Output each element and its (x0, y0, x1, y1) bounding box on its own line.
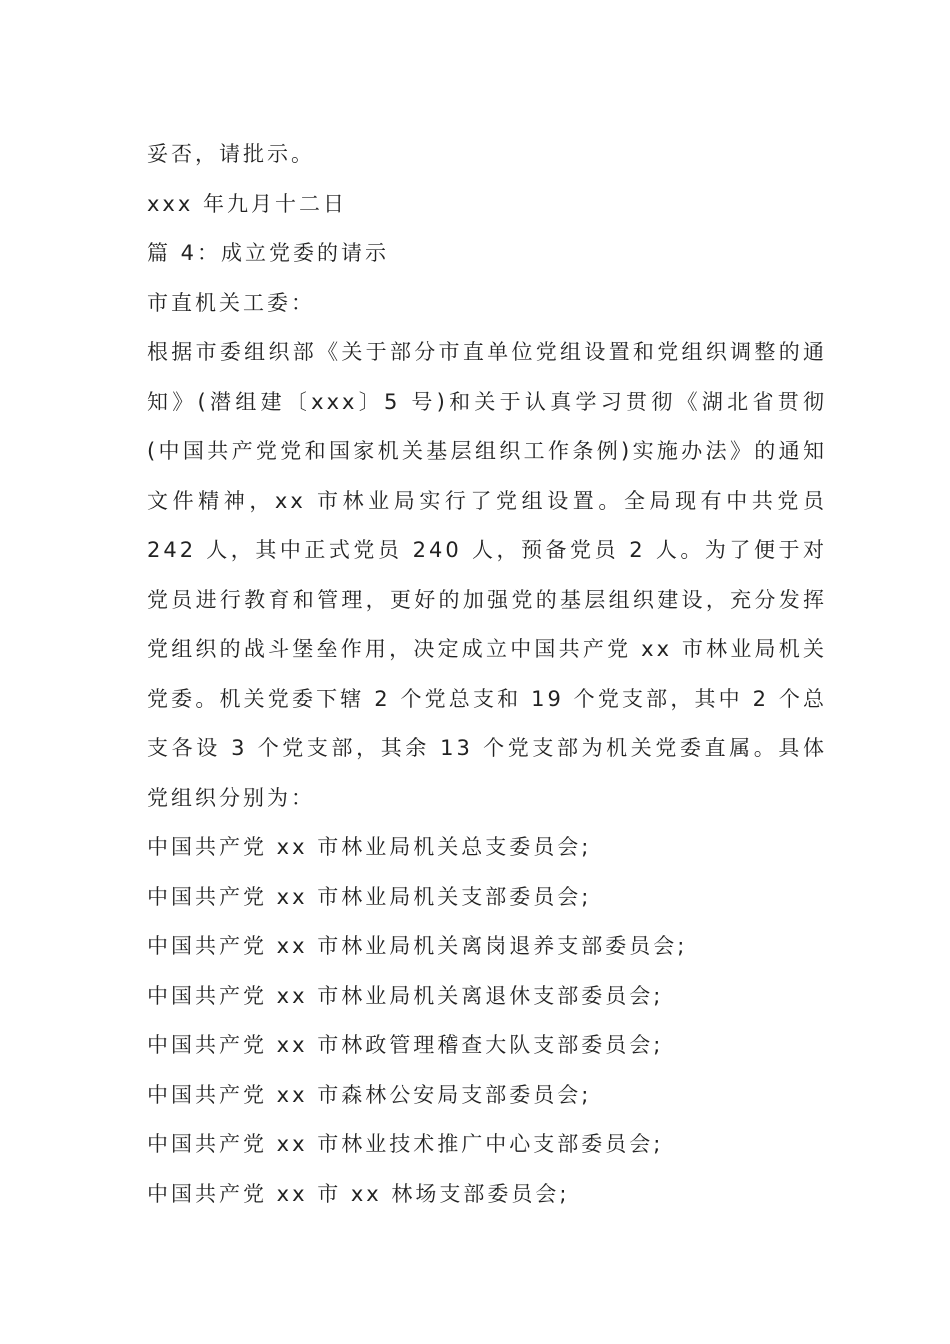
organization-item: 中国共产党 xx 市林业局机关离退休支部委员会; (147, 983, 664, 1008)
organization-item: 中国共产党 xx 市林业局机关离岗退养支部委员会; (147, 934, 688, 958)
organization-item: 中国共产党 xx 市 xx 林场支部委员会; (147, 1181, 570, 1206)
organization-item: 中国共产党 xx 市森林公安局支部委员会; (147, 1082, 592, 1107)
body-paragraph: 根据市委组织部《关于部分市直单位党组设置和党组织调整的通知》(潜组建〔xxx〕5 号)和关于认真学习贯彻《湖北省贯彻(中国共产党党和国家机关基层组织工作条例)实施办法》的通知文件精神，xx 市林业局实行了党组设置。全局现有中共党员 242 人，其中正式党员 240 人，预备党员 2 人。为了便于对党员进行教育和管理，更好的加强党的基层组织建设，充分发挥党组织的战斗堡垒作用，决定成立中国共产党 xx 市林业局机关党委。机关党委下辖 2 个党总支和 19 个党支部，其中 2 个总支各设 3 个党支部，其余 13 个党支部为机关党委直属。具体党组织分别为： (147, 340, 827, 810)
organization-item: 中国共产党 xx 市林业技术推广中心支部委员会; (147, 1132, 664, 1156)
organization-item: 中国共产党 xx 市林业局机关支部委员会; (147, 884, 592, 909)
date-line: xxx 年九月十二日 (147, 191, 347, 216)
closing-line: 妥否，请批示。 (147, 142, 315, 166)
organization-item: 中国共产党 xx 市林政管理稽查大队支部委员会; (147, 1033, 664, 1057)
organization-item: 中国共产党 xx 市林业局机关总支委员会; (147, 835, 592, 859)
section-title: 篇 4：成立党委的请示 (147, 241, 390, 265)
document-body (147, 130, 827, 1219)
addressee-line: 市直机关工委： (147, 290, 315, 315)
